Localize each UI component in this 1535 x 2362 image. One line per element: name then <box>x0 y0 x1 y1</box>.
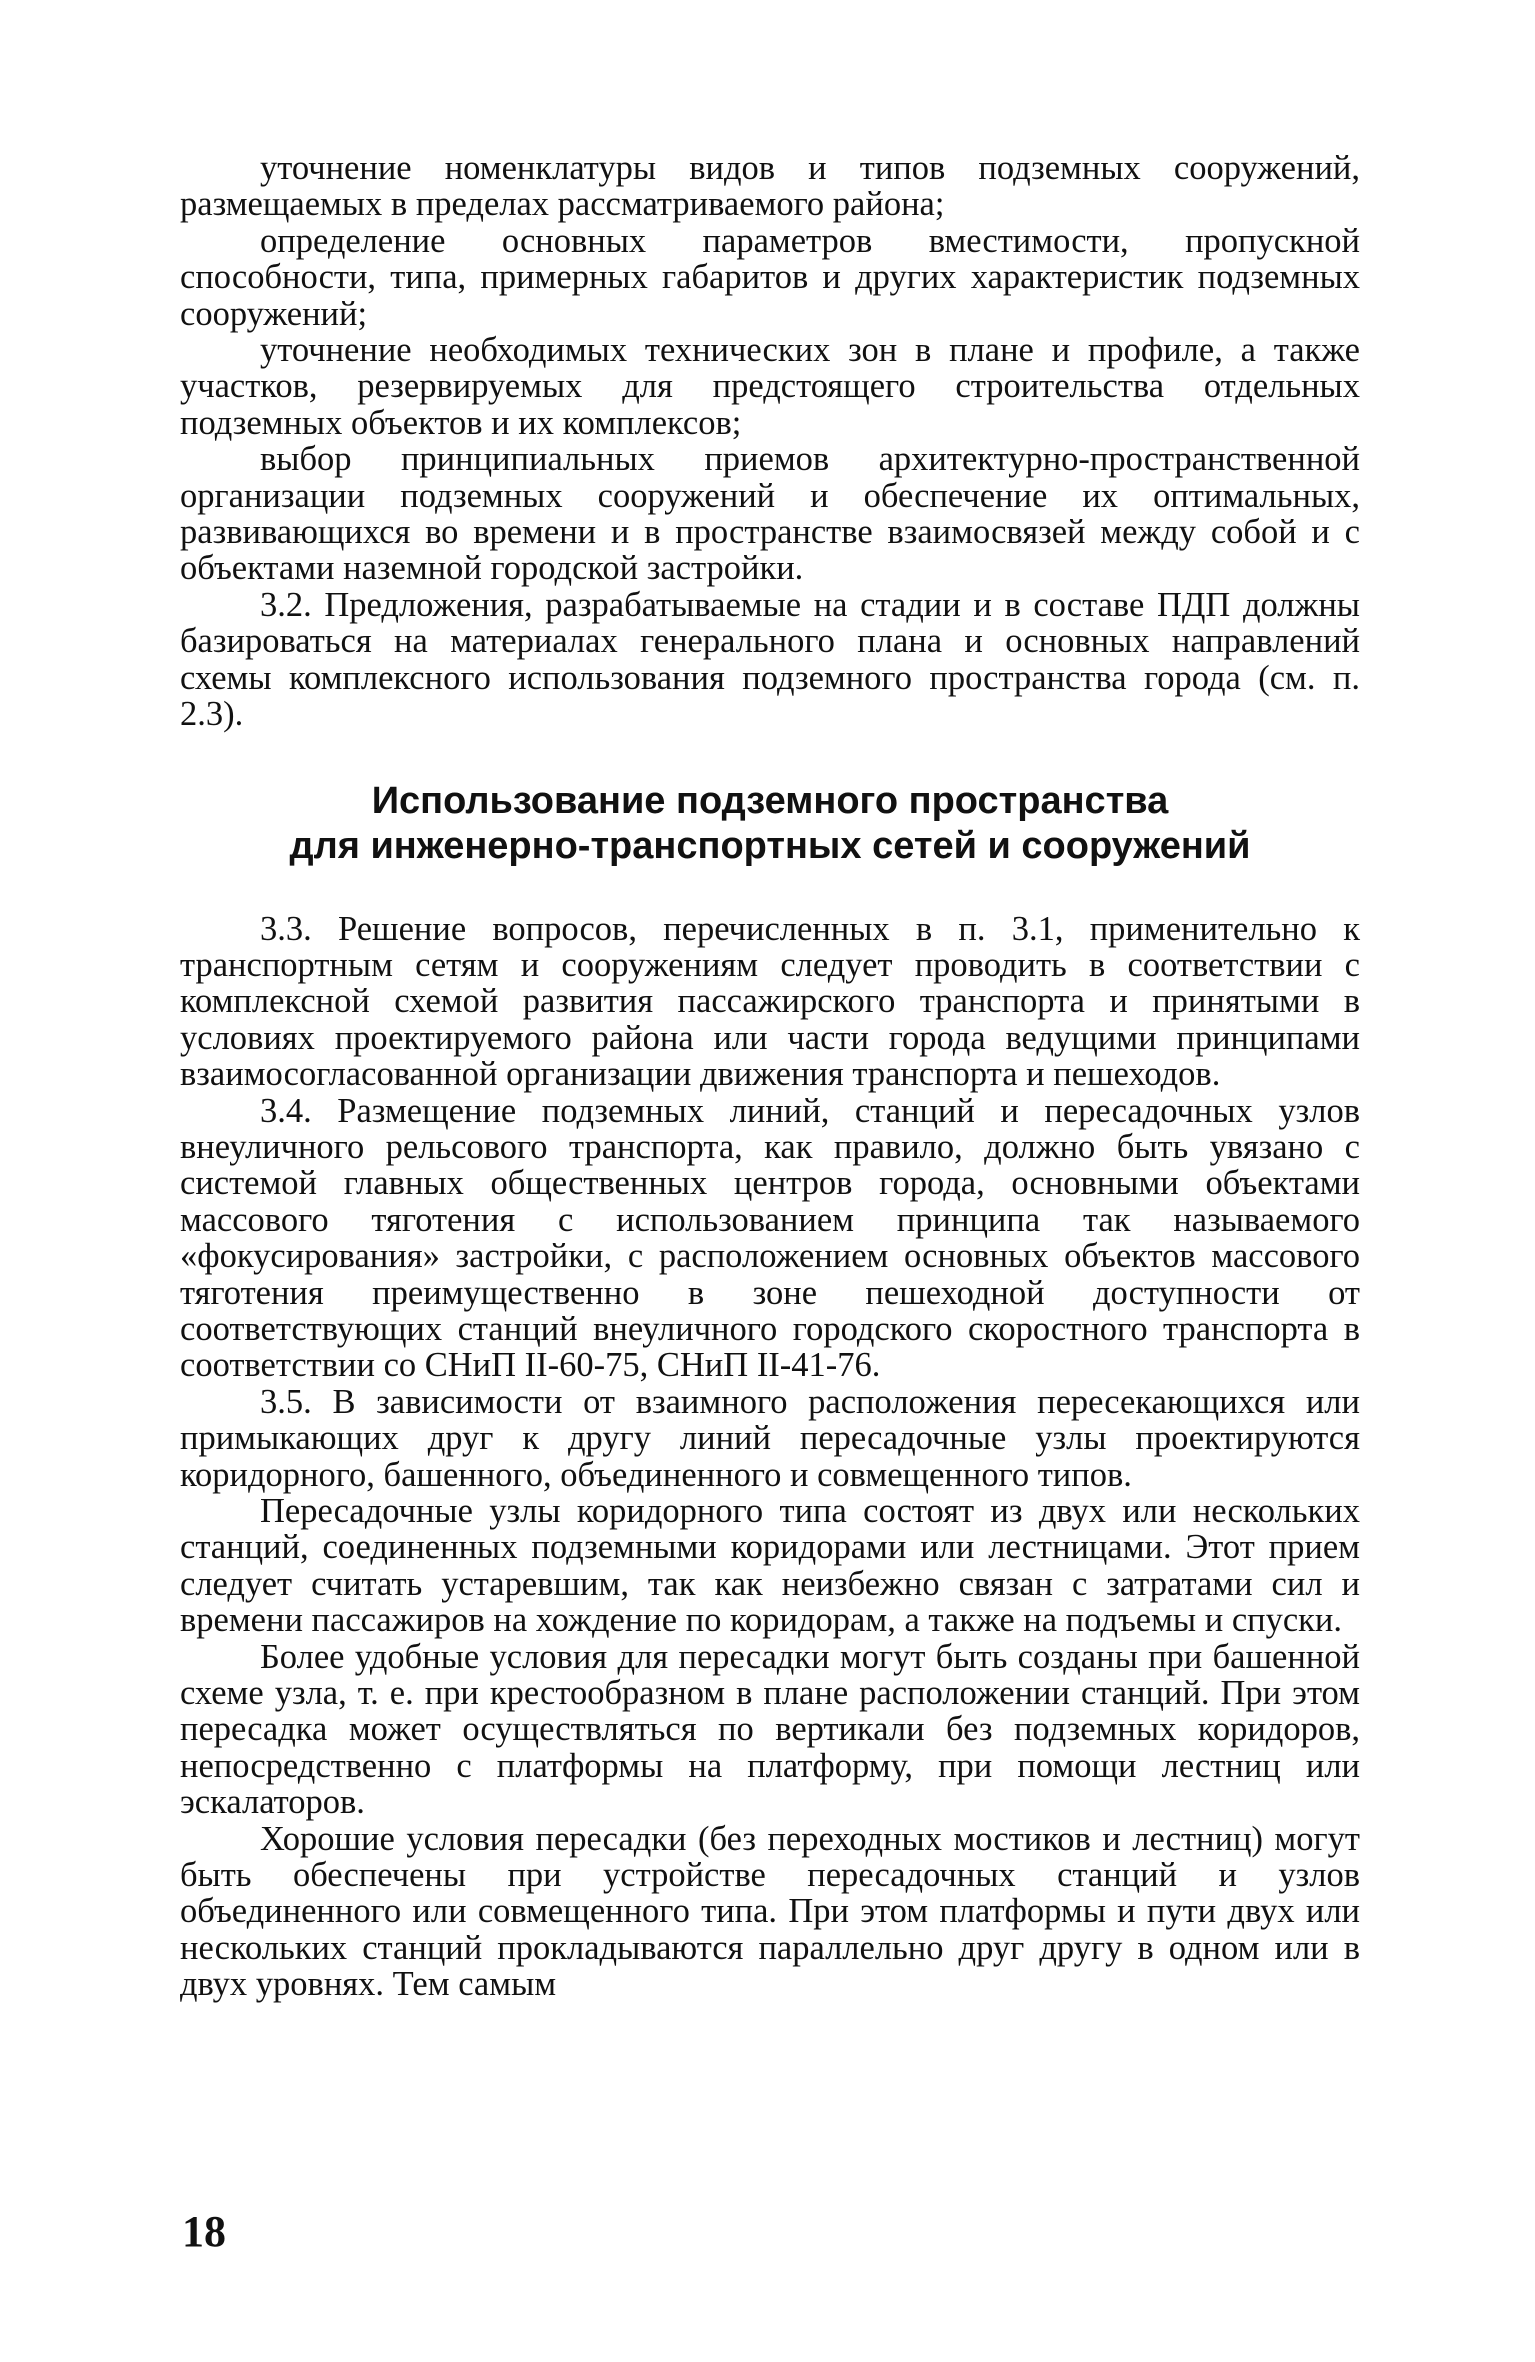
section-heading-line-1: Использование подземного пространства <box>371 779 1169 822</box>
paragraph-3-2: 3.2. Предложения, разрабатываемые на стадии и в составе ПДП должны базироваться на материалах генерального плана и основных направлений схемы комплексного использования подземного пространства города (см. п. 2.3). <box>180 585 1360 734</box>
document-page <box>180 150 1360 2003</box>
section-heading <box>180 733 1360 911</box>
paragraph-tower-scheme: Более удобные условия для пересадки могут быть созданы при башенной схеме узла, т. е. при крестообразном в плане расположении станций. При этом пересадка может осуществляться по вертикали без подземных коридоров, непосредственно с платформы на платформу, при помощи лестниц или эскалаторов. <box>180 1637 1360 1822</box>
paragraph-3-4: 3.4. Размещение подземных линий, станций и пересадочных узлов внеуличного рельсового транспорта, как правило, должно быть увязано с системой главных общественных центров города, основными объектами массового тяготения с использованием принципа так называемого «фокусирования» застройки, с расположением основных объектов массового тяготения преимущественно в зоне пешеходной доступности от соответствующих станций внеуличного городского скоростного транспорта в соответствии со СНиП II-60-75, СНиП II-41-76. <box>180 1091 1360 1385</box>
paragraph-nomenclature: уточнение номенклатуры видов и типов подземных сооружений, размещаемых в пределах рассматриваемого района; <box>180 149 1360 224</box>
paragraph-architectural-techniques: выбор принципиальных приемов архитектурно-пространственной организации подземных сооружений и обеспечение их оптимальных, развивающихся во времени и в пространстве взаимосвязей между собой и с объектами наземной городской застройки. <box>180 440 1360 588</box>
paragraph-3-5: 3.5. В зависимости от взаимного расположения пересекающихся или примыкающих друг к другу линий пересадочные узлы проектируются коридорного, башенного, объединенного и совмещенного типов. <box>180 1382 1360 1494</box>
paragraph-3-3: 3.3. Решение вопросов, перечисленных в п. 3.1, применительно к транспортным сетям и сооружениям следует проводить в соответствии с комплексной схемой развития пассажирского транспорта и принятыми в условиях проектируемого района или части города ведущими принципами взаимосогласованной организации движения транспорта и пешеходов. <box>180 909 1360 1094</box>
section-heading-line-2: для инженерно-транспортных сетей и сооружений <box>289 824 1251 867</box>
paragraph-parameters: определение основных параметров вместимости, пропускной способности, типа, примерных габаритов и других характеристик подземных сооружений; <box>180 221 1360 333</box>
paragraph-technical-zones: уточнение необходимых технических зон в плане и профиле, а также участков, резервируемых для предстоящего строительства отдельных подземных объектов и их комплексов; <box>180 331 1360 442</box>
paragraph-corridor-type: Пересадочные узлы коридорного типа состоят из двух или нескольких станций, соединенных подземными коридорами или лестницами. Этот прием следует считать устаревшим, так как неизбежно связан с затратами сил и времени пассажиров на хождение по коридорам, а также на подъемы и спуски. <box>180 1492 1360 1640</box>
page-number: 18 <box>182 2207 226 2256</box>
paragraph-combined-type: Хорошие условия пересадки (без переходных мостиков и лестниц) могут быть обеспечены при устройстве пересадочных станций и узлов объединенного или совмещенного типа. При этом платформы и пути двух или нескольких станций прокладываются параллельно друг другу в одном или в двух уровнях. Тем самым <box>180 1819 1360 2004</box>
